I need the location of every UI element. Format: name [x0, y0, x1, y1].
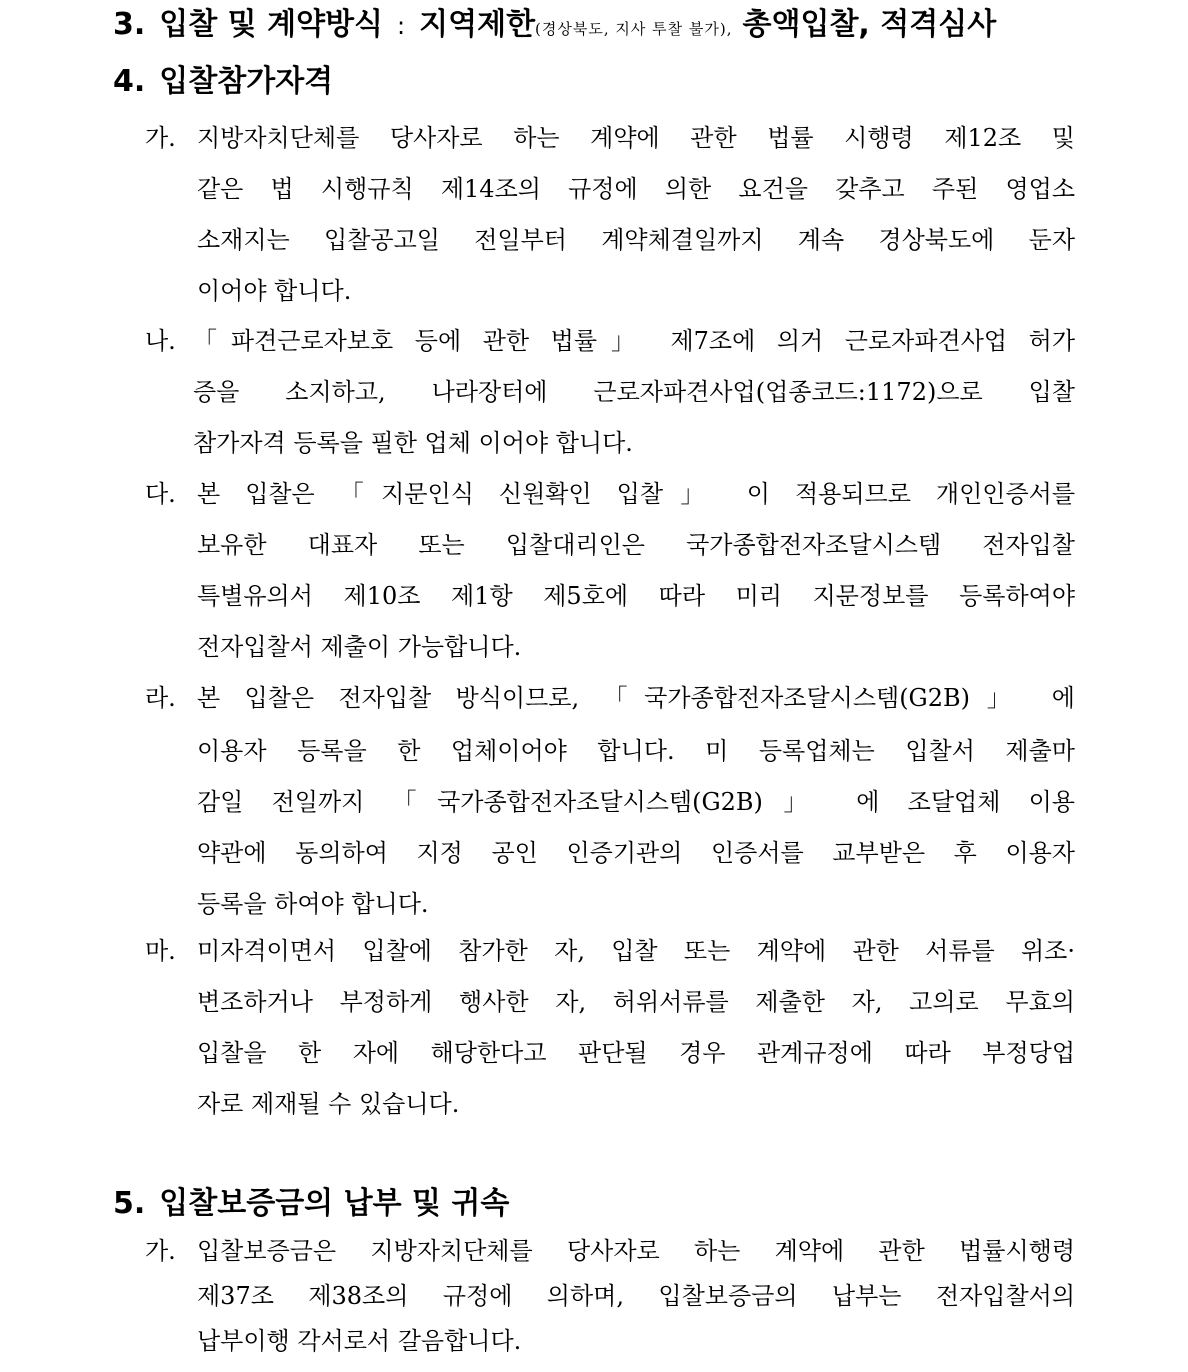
item-marker: 다. [145, 480, 176, 508]
item-line: 지방자치단체를 당사자로 하는 계약에 관한 법률 시행령 제12조 및 [197, 124, 1075, 152]
section-number: 3. [113, 7, 146, 42]
item-line: 약관에 동의하여 지정 공인 인증기관의 인증서를 교부받은 후 이용자 [197, 839, 1075, 867]
item-line: 전자입찰서 제출이 가능합니다. [197, 633, 522, 661]
item-line: 「파견근로자보호 등에 관한 법률」 제7조에 의거 근로자파견사업 허가 [193, 327, 1075, 355]
item-line: 입찰보증금은 지방자치단체를 당사자로 하는 계약에 관한 법률시행령 [197, 1237, 1075, 1265]
item-marker: 라. [145, 684, 176, 712]
item-line: 자로 제재될 수 있습니다. [197, 1090, 460, 1118]
item-line: 미자격이면서 입찰에 참가한 자, 입찰 또는 계약에 관한 서류를 위조· [197, 937, 1075, 965]
contract-method: 총액입찰, 적격심사 [742, 7, 997, 42]
item-line: 참가자격 등록을 필한 업체 이어야 합니다. [193, 429, 633, 457]
item-line: 증을 소지하고, 나라장터에 근로자파견사업(업종코드:1172)으로 입찰 [193, 378, 1075, 406]
item-line: 이용자 등록을 한 업체이어야 합니다. 미 등록업체는 입찰서 제출마 [197, 737, 1075, 765]
item-line: 제37조 제38조의 규정에 의하며, 입찰보증금의 납부는 전자입찰서의 [197, 1282, 1075, 1310]
item-line: 보유한 대표자 또는 입찰대리인은 국가종합전자조달시스템 전자입찰 [197, 531, 1075, 559]
item-marker: 가. [145, 1237, 176, 1265]
item-line: 본 입찰은 「지문인식 신원확인 입찰」 이 적용되므로 개인인증서를 [197, 480, 1075, 508]
item-line: 특별유의서 제10조 제1항 제5호에 따라 미리 지문정보를 등록하여야 [197, 582, 1075, 610]
section-title: 입찰참가자격 [159, 64, 334, 99]
item-line: 이어야 합니다. [197, 277, 352, 305]
region-note: (경상북도, 지사 투찰 불가), [535, 20, 733, 38]
separator: : [397, 12, 406, 40]
item-line: 같은 법 시행규칙 제14조의 규정에 의한 요건을 갖추고 주된 영업소 [197, 175, 1075, 203]
section-number: 5. [113, 1186, 146, 1221]
section-3-heading [113, 5, 996, 49]
section-title: 입찰 및 계약방식 [159, 7, 384, 42]
item-marker: 가. [145, 124, 176, 152]
region-restriction: 지역제한 [419, 7, 536, 42]
item-line: 납부이행 각서로서 갈음합니다. [197, 1327, 522, 1355]
item-line: 감일 전일까지 「국가종합전자조달시스템(G2B)」 에 조달업체 이용 [197, 788, 1075, 816]
section-4-heading [113, 62, 333, 102]
item-marker: 마. [145, 937, 176, 965]
section-number: 4. [113, 64, 146, 99]
item-line: 본 입찰은 전자입찰 방식이므로, 「국가종합전자조달시스템(G2B)」 에 [197, 684, 1075, 712]
item-line: 소재지는 입찰공고일 전일부터 계약체결일까지 계속 경상북도에 둔자 [197, 226, 1075, 254]
item-marker: 나. [145, 327, 176, 355]
section-5-heading [113, 1184, 509, 1224]
item-line: 입찰을 한 자에 해당한다고 판단될 경우 관계규정에 따라 부정당업 [197, 1039, 1075, 1067]
item-line: 등록을 하여야 합니다. [197, 890, 429, 918]
section-title: 입찰보증금의 납부 및 귀속 [159, 1186, 510, 1221]
item-line: 변조하거나 부정하게 행사한 자, 허위서류를 제출한 자, 고의로 무효의 [197, 988, 1075, 1016]
